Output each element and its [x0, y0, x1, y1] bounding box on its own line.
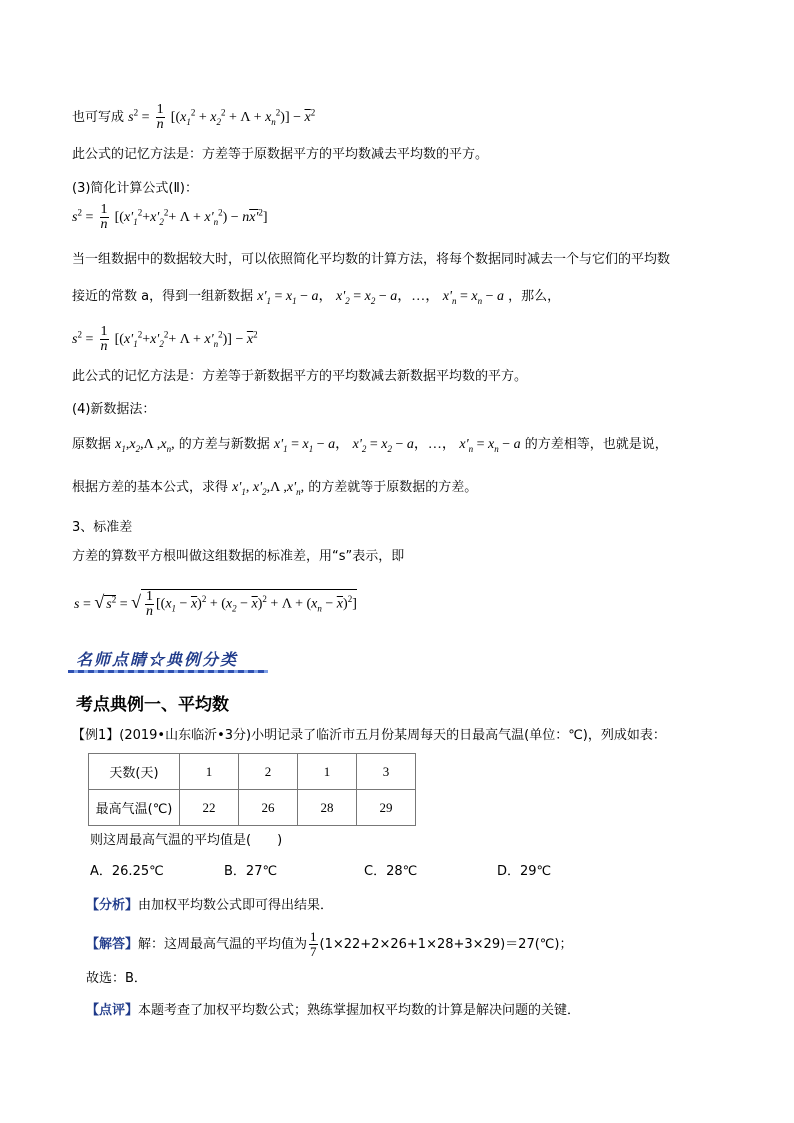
text-orig-b: 的方差与新数据	[178, 437, 270, 452]
table-cell: 26	[239, 790, 298, 826]
answer-text-b: (1×22+2×26+1×28+3×29)＝27(℃)；	[319, 937, 573, 952]
formula-new-data: $s^2$ = $\frac{1}{n}$ $[(x'_1^2+x'_2^2+ \Lambda + x'_n^2)] - \overline{x}^2$	[72, 324, 258, 354]
text-orig-c: 的方差相等，也就是说，	[524, 437, 668, 452]
text-orig-a: 原数据	[72, 437, 112, 452]
option-b: B．27℃	[224, 864, 278, 879]
banner-underline	[68, 670, 268, 673]
analysis-line	[86, 897, 333, 915]
table-row	[89, 790, 416, 826]
table-cell: 22	[180, 790, 239, 826]
comment-line	[86, 1002, 580, 1020]
example-source: (2019•山东临沂•3分)	[119, 728, 252, 743]
text-large-1: 当一组数据中的数据较大时，可以依照简化平均数的计算方法，将每个数据同时减去一个与它们的平均数	[72, 252, 671, 267]
answer-fraction-denominator: 7	[310, 944, 317, 959]
comment-tag: 【点评】	[86, 1003, 139, 1018]
example-text: 小明记录了临沂市五月份某周每天的日最高气温(单位：℃)，列成如表：	[251, 728, 666, 743]
text-memory-2: 此公式的记忆方法是：方差等于新数据平方的平均数减去新数据平均数的平方。	[72, 369, 528, 384]
option-c: C．28℃	[364, 864, 418, 879]
text-basic-b: 的方差就等于原数据的方差。	[308, 480, 478, 495]
analysis-text: 由加权平均数公式即可得出结果．	[138, 898, 334, 913]
text-new-data-title: (4)新数据法：	[72, 402, 156, 417]
formula-simple-2: $s^2$ = $\frac{1}{n}$ $[(x'_1^2+x'_2^2+ \Lambda + x'_n^2) - nx'^2]$	[72, 202, 268, 232]
answer-text-a: 解：这周最高气温的平均值为	[138, 937, 308, 952]
question-text: 则这周最高气温的平均值是( )	[90, 833, 283, 848]
text-simple-2: (3)简化计算公式(Ⅱ)：	[72, 181, 198, 196]
choice-line: 故选：B．	[86, 971, 147, 986]
formula-variance-alt: 也可写成 $s^2$ = $\frac{1}{n}$ $[(x_1^2 + x_2^2 + \Lambda + x_n^2)] - \overline{x}^2$	[72, 102, 316, 132]
example-tag: 【例1】	[72, 728, 120, 743]
text-std-title: 3、标准差	[72, 520, 133, 535]
example-1-stem	[72, 727, 666, 745]
table-cell: 28	[298, 790, 357, 826]
temperature-table	[88, 753, 416, 826]
table-cell: 2	[239, 754, 298, 790]
text-large-2: 接近的常数 a，得到一组新数据 $x'_1 = x_1 - a$， $x'_2 = x_2 - a$，…， $x'_n = x_n - a$ ，那么，	[72, 289, 561, 306]
text-memory-1: 此公式的记忆方法是：方差等于原数据平方的平均数减去平均数的平方。	[72, 147, 489, 162]
table-row	[89, 754, 416, 790]
section-title: 考点典例一、平均数	[76, 695, 229, 715]
table-cell: 最高气温(℃)	[89, 790, 180, 826]
text-orig-data: 原数据 $x_1,x_2,\Lambda$ $,x_n$, 的方差与新数据 $x'_1 = x_1 - a$， $x'_2 = x_2 - a$，…， $x'_n = x_n - a$ 的方差相等，也就是说，	[72, 437, 668, 454]
table-cell: 3	[357, 754, 416, 790]
option-a: A．26.25℃	[90, 864, 164, 879]
text-also: 也可写成	[72, 110, 125, 125]
answer-fraction-numerator: 1	[310, 929, 317, 944]
table-cell: 天数(天)	[89, 754, 180, 790]
text-large-2a: 接近的常数 a，得到一组新数据	[72, 289, 254, 304]
answer-tag: 【解答】	[86, 937, 139, 952]
table-cell: 29	[357, 790, 416, 826]
table-cell: 1	[298, 754, 357, 790]
analysis-tag: 【分析】	[86, 898, 139, 913]
text-basic-a: 根据方差的基本公式，求得	[72, 480, 229, 495]
section-banner: 名师点睛☆典例分类	[76, 650, 239, 669]
formula-std: s = √ $s^2$ = √ $\frac{1}{n}$ $[(x_1 - \overline{x})^2 + (x_2 - \overline{x})^2 + \Lambda + (x_n - \overline{x})^2]$	[74, 589, 357, 619]
option-d: D．29℃	[497, 864, 552, 879]
text-large-2b: ，那么，	[508, 289, 561, 304]
comment-text: 本题考查了加权平均数公式；熟练掌握加权平均数的计算是解决问题的关键．	[138, 1003, 581, 1018]
table-cell: 1	[180, 754, 239, 790]
text-std-desc: 方差的算数平方根叫做这组数据的标准差，用“s”表示，即	[72, 549, 405, 564]
answer-line	[86, 930, 572, 959]
text-basic-formula: 根据方差的基本公式，求得 $x'_1$, $x'_2,\Lambda$ $,x'_n$, 的方差就等于原数据的方差。	[72, 480, 478, 497]
